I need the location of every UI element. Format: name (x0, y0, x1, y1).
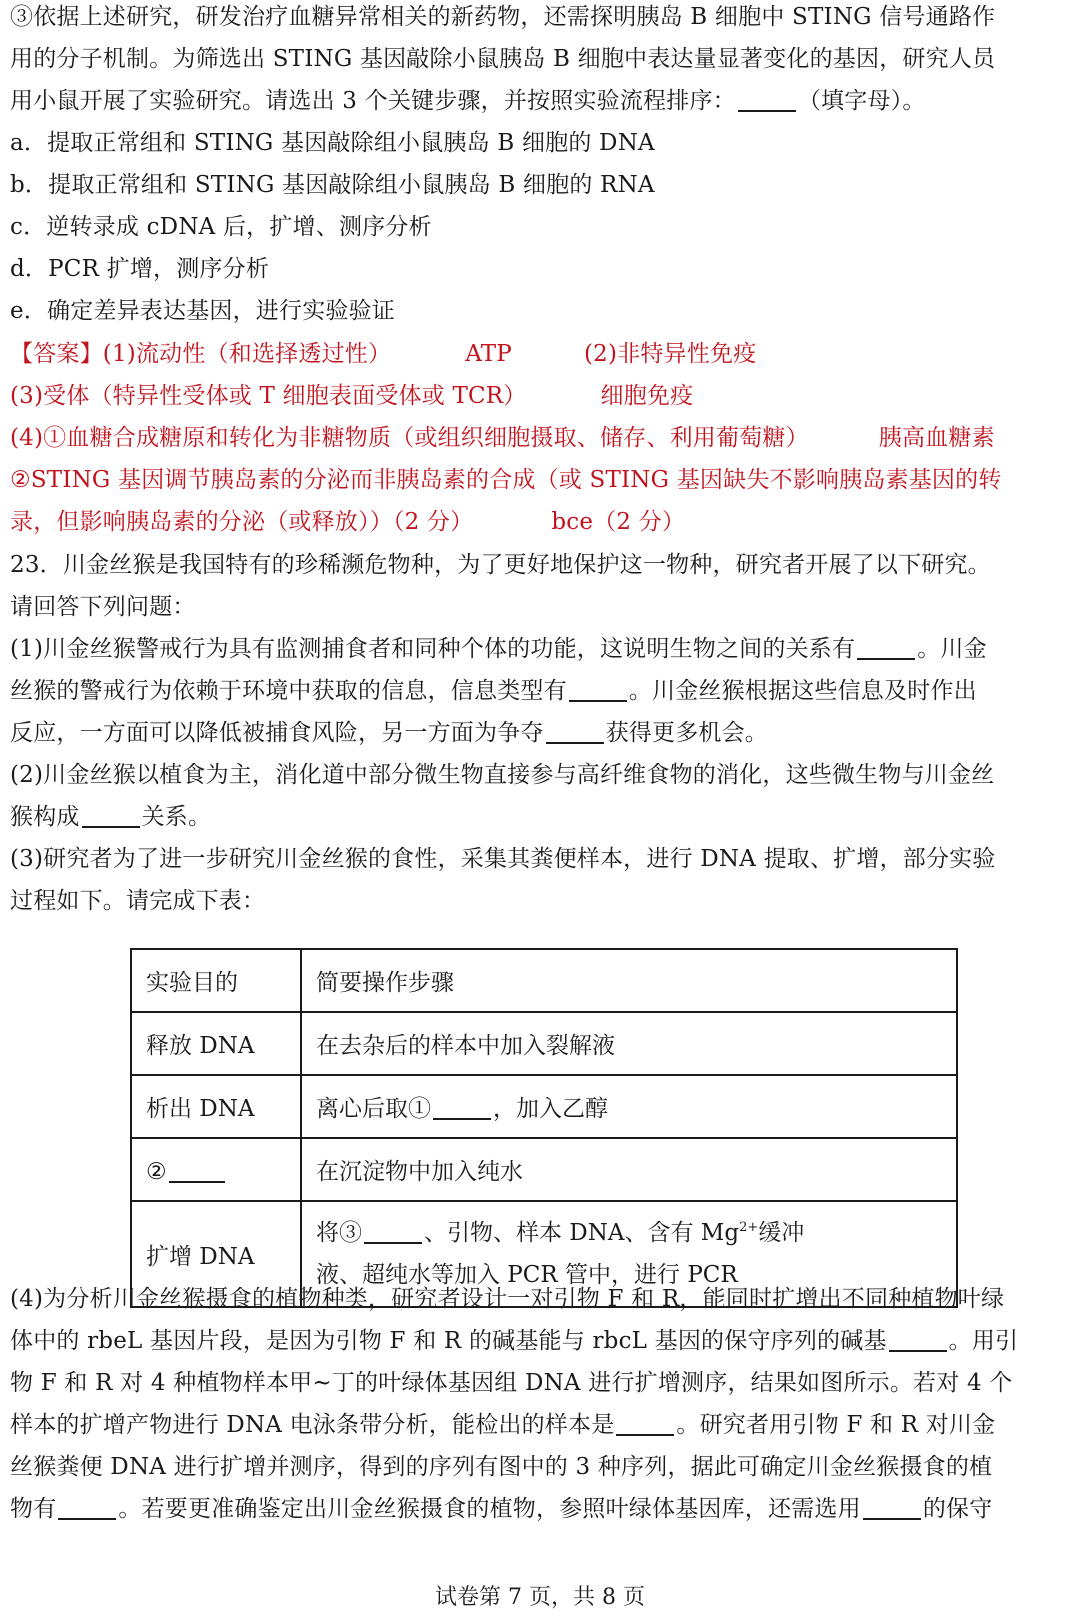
text-line (10, 1488, 1072, 1530)
superscript: 2+ (739, 1220, 759, 1235)
answer-blank (569, 674, 627, 702)
text-segment: 样本的扩增产物进行 DNA 电泳条带分析，能检出的样本是 (10, 1412, 615, 1438)
cell-text: 缓冲 (758, 1220, 805, 1246)
table-cell: 在去杂后的样本中加入裂解液 (301, 1012, 957, 1075)
answer-blank (616, 1408, 674, 1436)
answer-line (10, 417, 1072, 459)
cell-line (316, 1212, 942, 1254)
text-line (10, 796, 1072, 838)
answer-blank (82, 800, 140, 828)
answer-blank (738, 84, 796, 112)
table-header-cell: 实验目的 (131, 949, 301, 1012)
answer-text: 胰高血糖素 (878, 425, 995, 451)
text-line (10, 1320, 1072, 1362)
text-line: 请回答下列问题： (10, 594, 196, 620)
answer-text: 【答案】(1)流动性（和选择透过性） (10, 341, 392, 367)
cell-text: 离心后取① (316, 1096, 431, 1122)
answer-blank (889, 1324, 947, 1352)
answer-blank (863, 1492, 921, 1520)
table-header-cell: 简要操作步骤 (301, 949, 957, 1012)
answer-blank (58, 1492, 116, 1520)
answer-text: bce（2 分） (551, 509, 686, 535)
text-line (10, 1404, 1072, 1446)
page-footer: 试卷第 7 页，共 8 页 (435, 1585, 645, 1610)
option-b: b．提取正常组和 STING 基因敲除组小鼠胰岛 B 细胞的 RNA (10, 172, 655, 198)
table-row (131, 1012, 957, 1075)
text-line (10, 712, 1072, 754)
text-line (10, 628, 1072, 670)
table-cell: 释放 DNA (131, 1012, 301, 1075)
text-line: ③依据上述研究，研发治疗血糖异常相关的新药物，还需探明胰岛 B 细胞中 STING 信号通路作 (10, 4, 996, 30)
text-line: (2)川金丝猴以植食为主，消化道中部分微生物直接参与高纤维食物的消化，这些微生物与川金丝 (10, 762, 995, 788)
table-row (131, 1138, 957, 1201)
option-e: e．确定差异表达基因，进行实验验证 (10, 298, 396, 324)
answer-blank (364, 1216, 422, 1244)
table-cell (301, 1075, 957, 1138)
option-a: a．提取正常组和 STING 基因敲除组小鼠胰岛 B 细胞的 DNA (10, 130, 655, 156)
text-line: (3)研究者为了进一步研究川金丝猴的食性，采集其粪便样本，进行 DNA 提取、扩增，部分实验 (10, 846, 996, 872)
table-row (131, 1075, 957, 1138)
text-segment: 用小鼠开展了实验研究。请选出 3 个关键步骤，并按照实验流程排序： (10, 88, 736, 114)
answer-line: ②STING 基因调节胰岛素的分泌而非胰岛素的合成（或 STING 基因缺失不影响胰岛素基因的转 (10, 467, 1002, 493)
cell-text: 将③ (316, 1220, 362, 1246)
answer-blank (433, 1092, 491, 1120)
text-line: 物 F 和 R 对 4 种植物样本甲~丁的叶绿体基因组 DNA 进行扩增测序，结果如图所示。若对 4 个 (10, 1370, 1013, 1396)
text-segment: （填字母）。 (797, 88, 926, 114)
text-segment: 体中的 rbeL 基因片段，是因为引物 F 和 R 的碱基能与 rbcL 基因的保守序列的碱基 (10, 1328, 887, 1354)
question-23-stem: 23．川金丝猴是我国特有的珍稀濒危物种，为了更好地保护这一物种，研究者开展了以下研究。 (10, 552, 991, 578)
text-line (10, 80, 1072, 122)
cell-line: 液、超纯水等加入 PCR 管中，进行 PCR (316, 1262, 738, 1288)
option-c: c．逆转录成 cDNA 后，扩增、测序分析 (10, 214, 432, 240)
text-line: 用的分子机制。为筛选出 STING 基因敲除小鼠胰岛 B 细胞中表达量显著变化的基因，研究人员 (10, 46, 996, 72)
answer-blank (857, 632, 915, 660)
answer-text: (2)非特异性免疫 (583, 341, 757, 367)
text-segment: 。川金丝猴根据这些信息及时作出 (628, 678, 977, 704)
text-segment: 。川金 (917, 636, 987, 662)
table-cell: 在沉淀物中加入纯水 (301, 1138, 957, 1201)
text-segment: 丝猴的警戒行为依赖于环境中获取的信息，信息类型有 (10, 678, 567, 704)
text-segment: 关系。 (141, 804, 212, 830)
cell-text: ，加入乙醇 (493, 1096, 608, 1122)
answer-line (10, 333, 1072, 375)
answer-text: ATP (465, 341, 512, 367)
answer-line (10, 501, 1072, 543)
text-segment: 的保守 (922, 1496, 993, 1522)
text-segment: 获得更多机会。 (605, 720, 769, 746)
text-segment: 。研究者用引物 F 和 R 对川金 (676, 1412, 996, 1438)
text-line: 丝猴粪便 DNA 进行扩增并测序，得到的序列有图中的 3 种序列，据此可确定川金丝猴摄食的植 (10, 1454, 993, 1480)
answer-blank (169, 1155, 225, 1183)
answer-blank (546, 716, 604, 744)
answer-text: (3)受体（特异性受体或 T 细胞表面受体或 TCR） (10, 383, 527, 409)
text-segment: 。若要更准确鉴定出川金丝猴摄食的植物，参照叶绿体基因库，还需选用 (118, 1496, 861, 1522)
answer-text: 细胞免疫 (600, 383, 694, 409)
table-cell (131, 1138, 301, 1201)
text-line: 过程如下。请完成下表： (10, 888, 266, 914)
table-cell: 扩增 DNA (131, 1201, 301, 1307)
text-segment: (1)川金丝猴警戒行为具有监测捕食者和同种个体的功能，这说明生物之间的关系有 (10, 636, 856, 662)
table-cell: 析出 DNA (131, 1075, 301, 1138)
text-segment: 反应，一方面可以降低被捕食风险，另一方面为争夺 (10, 720, 544, 746)
text-segment: 物有 (10, 1496, 57, 1522)
cell-text: 、引物、样本 DNA、含有 Mg (424, 1220, 740, 1246)
text-segment: 猴构成 (10, 804, 80, 830)
text-segment: 。用引 (948, 1328, 1019, 1354)
answer-text: (4)①血糖合成糖原和转化为非糖物质（或组织细胞摄取、储存、利用葡萄糖） (10, 425, 809, 451)
answer-text: 录，但影响胰岛素的分泌（或释放））（2 分） (10, 509, 474, 535)
option-d: d．PCR 扩增，测序分析 (10, 256, 270, 282)
cell-text: ② (146, 1158, 167, 1185)
text-line: (4)为分析川金丝猴摄食的植物种类，研究者设计一对引物 F 和 R，能同时扩增出不同种植物叶绿 (10, 1286, 1005, 1312)
table-header-row (131, 949, 957, 1012)
experiment-table (130, 948, 958, 1308)
answer-line (10, 375, 1072, 417)
text-line (10, 670, 1072, 712)
